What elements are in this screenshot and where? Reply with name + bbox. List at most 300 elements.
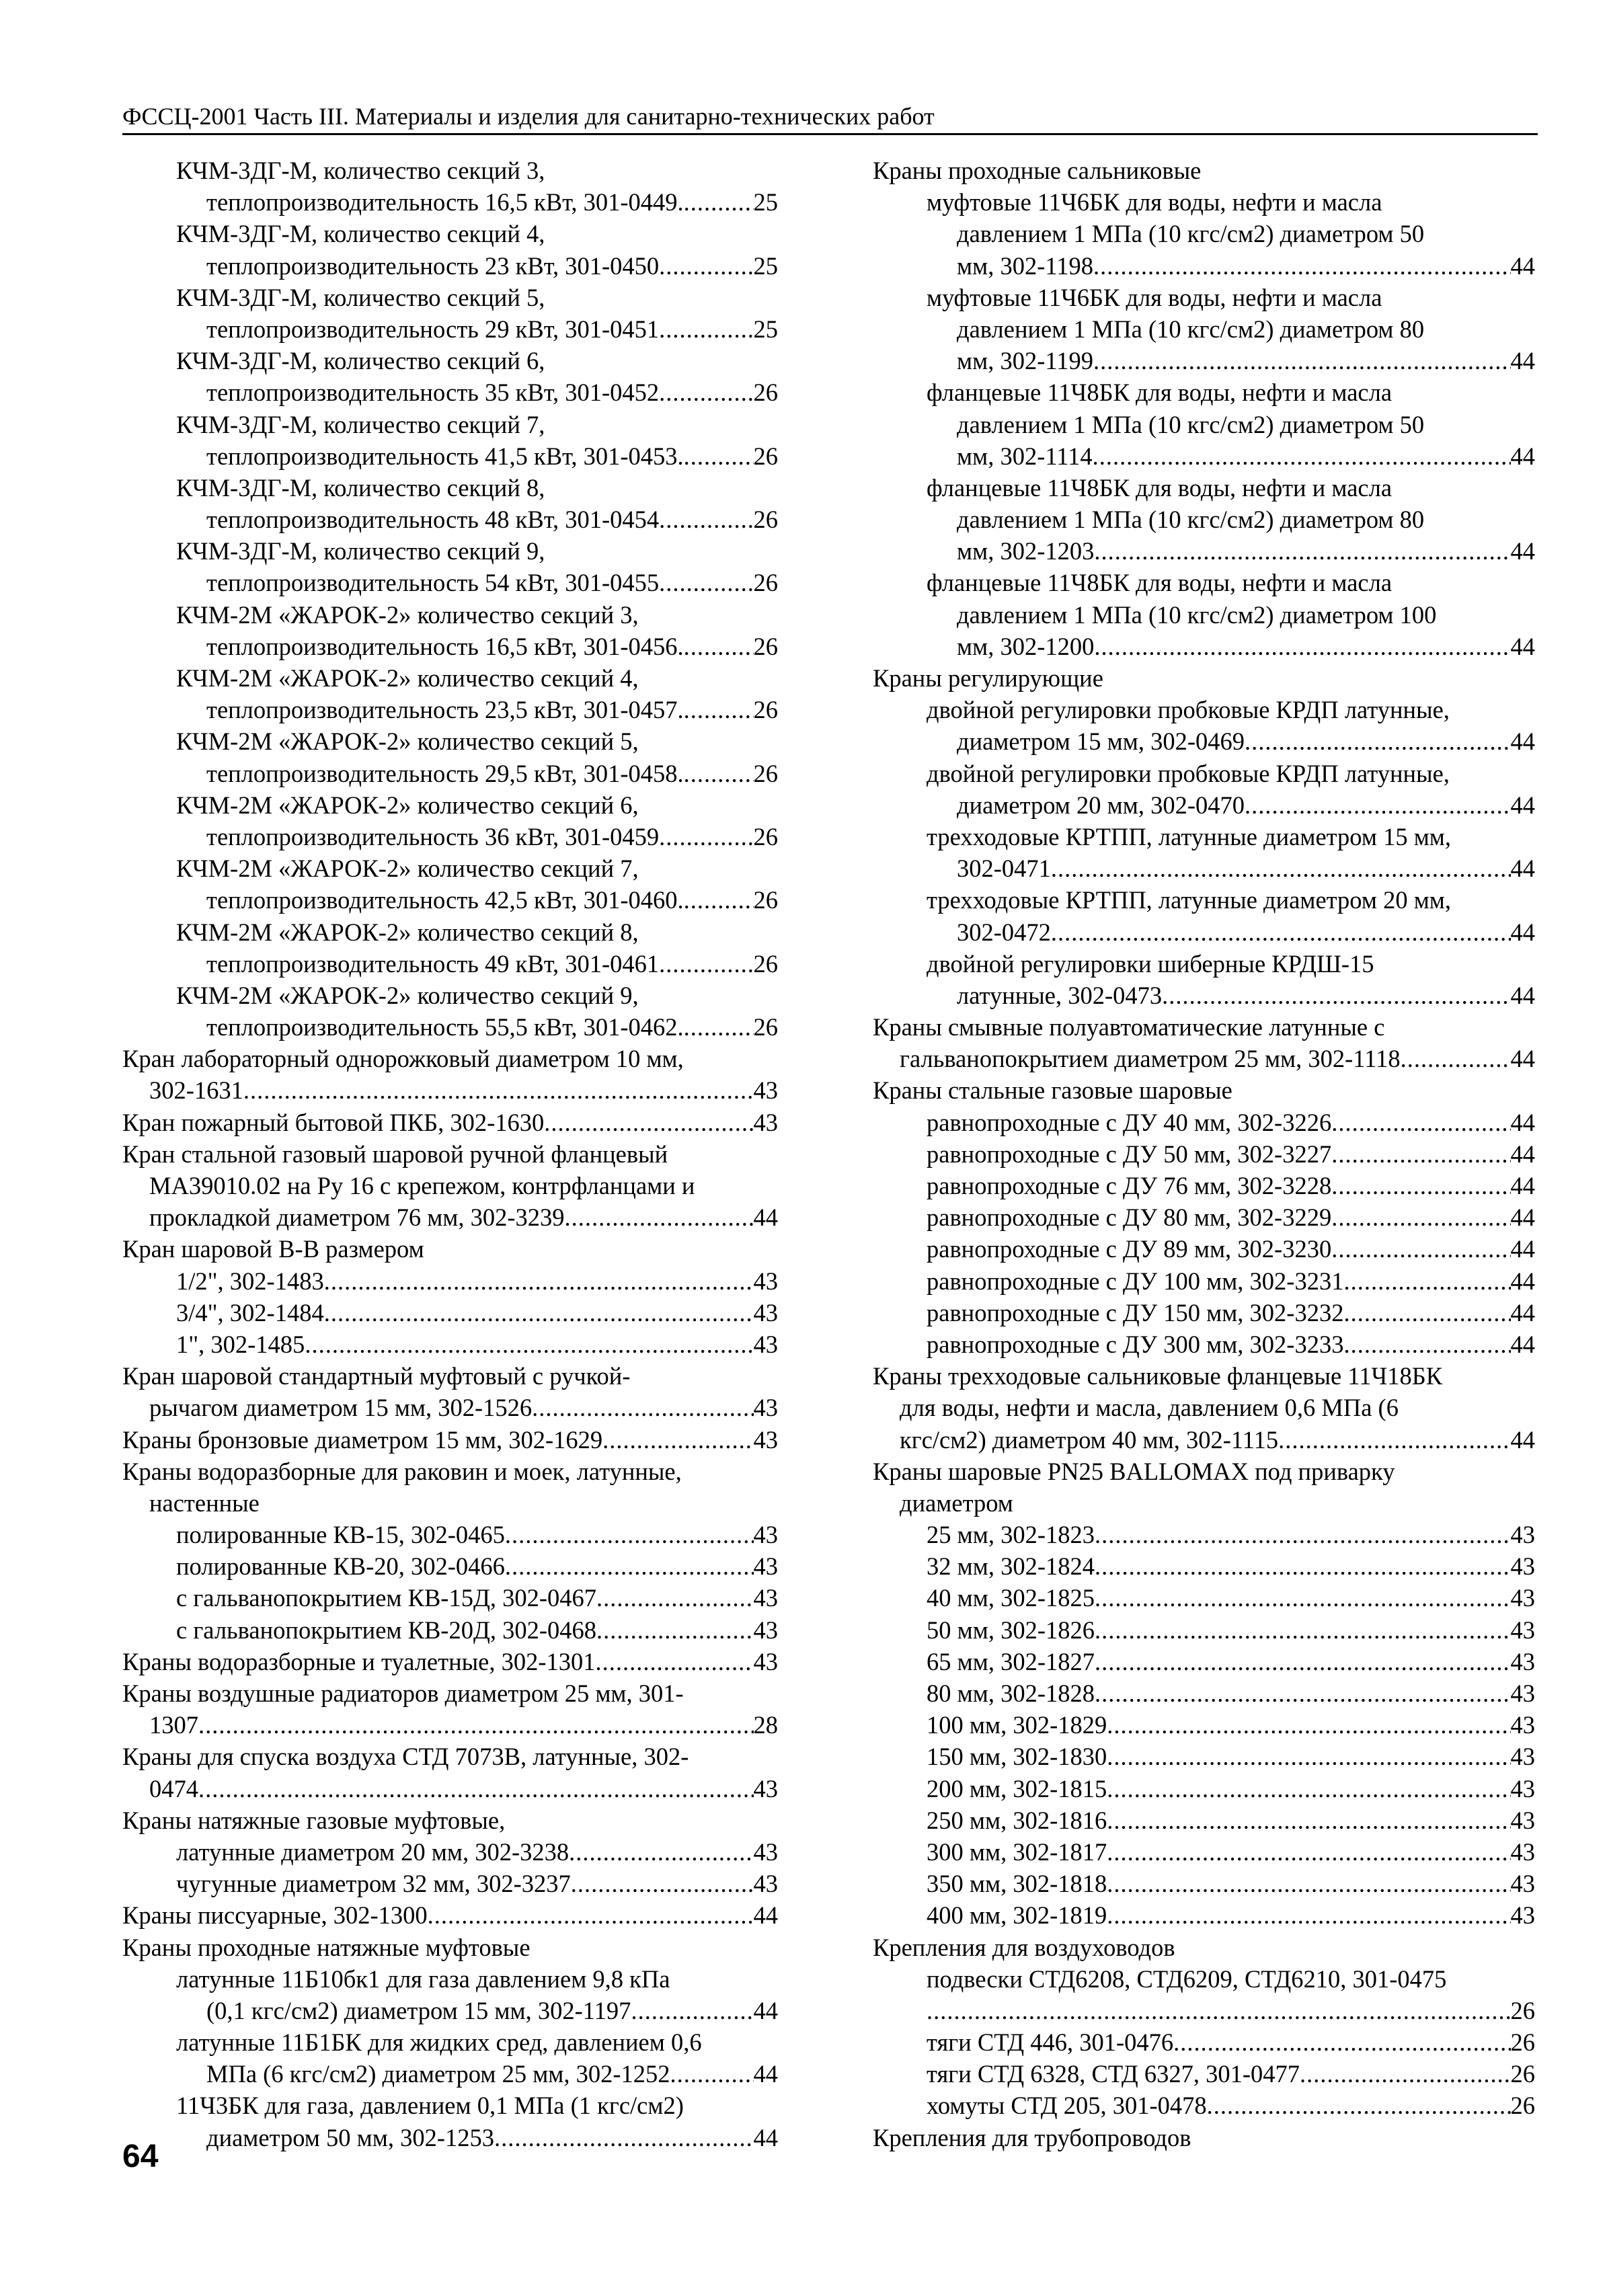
index-entry-text: равнопроходные с ДУ 100 мм, 302-3231: [927, 1267, 1344, 1295]
index-entry: [873, 1805, 1535, 1836]
dot-leader: [659, 313, 753, 345]
index-entry-text: Краны писсуарные, 302-1300: [122, 1901, 428, 1930]
index-entry: [122, 250, 778, 282]
dot-leader: [1107, 1741, 1510, 1772]
index-entry-page: 44: [753, 1901, 778, 1930]
index-entry-text: диаметром 20 мм, 302-0470: [957, 791, 1245, 819]
index-entry-page: 44: [753, 2123, 778, 2151]
index-entry: [873, 2122, 1535, 2153]
index-entry: [873, 440, 1535, 472]
index-entry-page: 26: [753, 506, 778, 534]
index-entry-text: МА39010.02 на Ру 16 с крепежом, контрфланцами и: [149, 1172, 695, 1199]
index-entry-text: давлением 1 МПа (10 кгс/см2) диаметром 80: [957, 315, 1425, 343]
index-entry: [873, 1932, 1535, 1963]
index-entry: [122, 567, 778, 598]
dot-leader: [659, 821, 753, 853]
index-entry-page: 26: [753, 569, 778, 597]
index-entry-text: подвески СТД6208, СТД6209, СТД6210, 301-0475: [927, 1965, 1447, 1993]
index-entry: [873, 1201, 1535, 1233]
index-entry: [873, 1646, 1535, 1677]
dot-leader: [532, 1392, 753, 1423]
index-entry-page: 44: [1510, 347, 1535, 375]
index-entry-text: прокладкой диаметром 76 мм, 302-3239: [149, 1203, 565, 1232]
index-entry: [122, 1709, 778, 1741]
index-entry: [873, 884, 1535, 916]
index-entry: [122, 1963, 778, 1995]
index-entry: [122, 1424, 778, 1456]
dot-leader: [1051, 853, 1511, 884]
index-entry: [873, 1899, 1535, 1931]
index-entry: [122, 694, 778, 725]
dot-leader: [1343, 1329, 1510, 1360]
index-entry-text: 25 мм, 302-1823: [927, 1521, 1095, 1549]
index-entry-text: 0474: [149, 1774, 198, 1803]
index-entry-text: равнопроходные с ДУ 76 мм, 302-3228: [927, 1172, 1332, 1199]
index-entry-text: равнопроходные с ДУ 150 мм, 302-3232: [927, 1298, 1344, 1327]
index-entry-page: 43: [753, 1076, 778, 1105]
dot-leader: [1095, 1550, 1511, 1582]
index-entry: [122, 2026, 778, 2058]
index-entry-text: 350 мм, 302-1818: [927, 1870, 1107, 1898]
index-entry-page: 43: [1510, 1870, 1535, 1898]
index-entry-page: 25: [753, 251, 778, 280]
index-entry-page: 44: [753, 1996, 778, 2024]
index-entry: [122, 1805, 778, 1836]
index-entry-page: 44: [1510, 855, 1535, 883]
index-entry: [873, 916, 1535, 948]
index-entry: [873, 1360, 1535, 1392]
dot-leader: [1095, 1646, 1511, 1677]
index-entry-text: Кран пожарный бытовой ПКБ, 302-1630: [122, 1108, 545, 1136]
index-entry-text: Кран шаровой В-В размером: [122, 1235, 424, 1263]
index-entry-text: рычагом диаметром 15 мм, 302-1526: [149, 1394, 533, 1422]
dot-leader: [1331, 1138, 1510, 1170]
index-entry-text: полированные КВ-15, 302-0465: [176, 1521, 505, 1549]
index-entry-page: 43: [1510, 1584, 1535, 1612]
index-entry-page: 43: [753, 1394, 778, 1422]
index-entry-text: хомуты СТД 205, 301-0478: [927, 2092, 1207, 2120]
index-entry: [873, 758, 1535, 789]
index-entry-text: латунные диаметром 20 мм, 302-3238: [176, 1837, 570, 1866]
index-entry: [873, 662, 1535, 694]
index-entry-page: 43: [753, 1837, 778, 1866]
index-entry-text: чугунные диаметром 32 мм, 302-3237: [176, 1870, 571, 1898]
index-entry-text: КЧМ-2М «ЖАРОК-2» количество секций 3,: [176, 600, 639, 629]
dot-leader: [1331, 1170, 1510, 1201]
index-entry-text: теплопроизводительность 41,5 кВт, 301-0453.: [206, 442, 684, 470]
index-entry-text: кгс/см2) диаметром 40 мм, 302-1115: [900, 1425, 1279, 1454]
dot-leader: [1095, 1677, 1511, 1709]
index-entry-page: 43: [753, 1774, 778, 1803]
index-entry: [122, 2122, 778, 2153]
index-entry-text: двойной регулировки пробковые КРДП латунные,: [927, 759, 1450, 787]
index-entry: [873, 535, 1535, 567]
index-entry: [122, 758, 778, 789]
dot-leader: [1095, 1614, 1511, 1646]
index-entry-text: КЧМ-3ДГ-М, количество секций 3,: [176, 157, 545, 184]
dot-leader: [1093, 440, 1511, 472]
index-entry: [122, 472, 778, 504]
index-entry-text: мм, 302-1200: [957, 632, 1095, 660]
dot-leader: [428, 1899, 754, 1931]
index-entry: [122, 1074, 778, 1106]
index-entry-text: 40 мм, 302-1825: [927, 1584, 1095, 1612]
dot-leader: [571, 1868, 754, 1899]
index-entry-page: 26: [753, 822, 778, 850]
index-entry-page: 43: [753, 1552, 778, 1581]
index-entry-page: 26: [1510, 2060, 1535, 2088]
index-entry: [873, 1582, 1535, 1614]
dot-leader: [659, 377, 753, 408]
index-entry: [122, 1550, 778, 1582]
index-entry-text: КЧМ-2М «ЖАРОК-2» количество секций 5,: [176, 727, 639, 756]
index-entry-page: 43: [1510, 1806, 1535, 1834]
index-entry: [122, 1899, 778, 1931]
dot-leader: [1095, 1582, 1511, 1614]
index-entry-text: диаметром 15 мм, 302-0469: [957, 727, 1245, 756]
dot-leader: [1094, 631, 1510, 662]
dot-leader: [243, 1074, 754, 1106]
index-entry-page: 26: [753, 886, 778, 914]
index-entry: [873, 345, 1535, 377]
index-entry-page: 28: [753, 1711, 778, 1739]
index-entry-page: 25: [753, 188, 778, 216]
index-entry: [122, 884, 778, 916]
dot-leader: [1245, 789, 1510, 821]
index-entry: [122, 631, 778, 662]
index-entry-text: Краны для спуска воздуха СТД 7073В, латунные, 302-: [122, 1743, 689, 1771]
dot-leader: [670, 2058, 754, 2090]
index-entry-page: 26: [753, 442, 778, 470]
index-entry-text: КЧМ-2М «ЖАРОК-2» количество секций 7,: [176, 855, 639, 883]
index-entry-text: теплопроизводительность 42,5 кВт, 301-0460.: [206, 886, 684, 914]
index-entry-text: Краны регулирующие: [873, 664, 1103, 692]
index-entry: [122, 1201, 778, 1233]
dot-leader: [1331, 1107, 1510, 1138]
dot-leader: [602, 1424, 753, 1456]
index-entry-text: КЧМ-3ДГ-М, количество секций 7,: [176, 410, 545, 438]
index-entry: [122, 2058, 778, 2090]
index-entry-text: 11Ч3БК для газа, давлением 0,1 МПа (1 кгс/см2): [176, 2092, 684, 2120]
index-entry-text: Крепления для трубопроводов: [873, 2123, 1191, 2151]
index-entry: [873, 1677, 1535, 1709]
index-entry: [873, 631, 1535, 662]
index-entry: [122, 1487, 778, 1519]
index-entry: [873, 218, 1535, 249]
index-entry: [873, 2026, 1535, 2058]
index-entry-text: муфтовые 11Ч6БК для воды, нефти и масла: [927, 283, 1382, 311]
index-entry: [122, 789, 778, 821]
dot-leader: [305, 1329, 753, 1360]
index-entry-page: 43: [753, 1616, 778, 1644]
index-entry: [122, 980, 778, 1011]
index-entry: [122, 1582, 778, 1614]
index-entry: [873, 313, 1535, 345]
index-entry-text: КЧМ-2М «ЖАРОК-2» количество секций 4,: [176, 664, 639, 692]
index-entry-page: 44: [1510, 981, 1535, 1009]
index-entry: [873, 1233, 1535, 1265]
index-entry: [122, 821, 778, 853]
index-entry-text: диаметром: [900, 1489, 1013, 1517]
index-entry-text: 302-0471: [957, 855, 1051, 883]
index-entry: [122, 313, 778, 345]
dot-leader: [1094, 535, 1510, 567]
dot-leader: [659, 567, 753, 598]
index-entry-page: 26: [753, 696, 778, 724]
index-entry-text: фланцевые 11Ч8БК для воды, нефти и масла: [927, 569, 1392, 597]
index-entry-text: 50 мм, 302-1826: [927, 1616, 1095, 1644]
index-entry-text: давлением 1 МПа (10 кгс/см2) диаметром 50: [957, 220, 1425, 248]
index-entry: [122, 853, 778, 884]
index-entry-text: теплопроизводительность 29 кВт, 301-0451: [206, 315, 660, 343]
index-entry-page: 44: [753, 1203, 778, 1232]
index-entry-page: 26: [753, 632, 778, 660]
index-entry-page: 44: [1510, 1298, 1535, 1327]
index-entry-text: КЧМ-2М «ЖАРОК-2» количество секций 9,: [176, 981, 639, 1009]
index-entry-page: 43: [753, 1521, 778, 1549]
index-entry-text: мм, 302-1114: [957, 442, 1093, 470]
index-entry-text: давлением 1 МПа (10 кгс/см2) диаметром 100: [957, 600, 1437, 629]
index-entry: [122, 1392, 778, 1423]
index-entry-text: (0,1 кгс/см2) диаметром 15 мм, 302-1197: [206, 1996, 631, 2024]
index-entry-text: латунные 11Б1БК для жидких сред, давлением 0,6: [176, 2028, 702, 2057]
index-entry-page: 43: [753, 1647, 778, 1675]
index-entry: [122, 725, 778, 757]
index-entry-text: 300 мм, 302-1817: [927, 1837, 1107, 1866]
index-entry: [873, 1550, 1535, 1582]
index-entry-text: 302-1631: [149, 1076, 243, 1105]
index-entry-page: 43: [1510, 1901, 1535, 1930]
index-entry-page: 26: [753, 949, 778, 978]
index-entry-text: двойной регулировки шиберные КРДШ-15: [927, 949, 1374, 978]
index-entry-text: КЧМ-3ДГ-М, количество секций 4,: [176, 220, 545, 248]
index-entry-text: равнопроходные с ДУ 50 мм, 302-3227: [927, 1140, 1332, 1168]
index-entry-page: 25: [753, 315, 778, 343]
dot-leader: [684, 884, 754, 916]
index-entry-page: 44: [1510, 1235, 1535, 1263]
dot-leader: [1343, 1265, 1510, 1297]
index-entry: [873, 1487, 1535, 1519]
index-entry: [122, 345, 778, 377]
index-entry-page: 44: [1510, 632, 1535, 660]
index-entry-text: трехходовые КРТПП, латунные диаметром 20 мм,: [927, 886, 1452, 914]
index-entry: [122, 1265, 778, 1297]
index-entry-page: 43: [753, 1870, 778, 1898]
index-entry-text: теплопроизводительность 55,5 кВт, 301-0462.: [206, 1013, 684, 1041]
index-entry-page: 43: [1510, 1616, 1535, 1644]
index-entry-text: 80 мм, 302-1828: [927, 1679, 1095, 1707]
index-entry-page: 44: [1510, 791, 1535, 819]
index-entry: [873, 1329, 1535, 1360]
index-entry-text: теплопроизводительность 35 кВт, 301-0452: [206, 379, 660, 407]
index-entry-page: 44: [1510, 727, 1535, 756]
dot-leader: [659, 948, 753, 980]
index-entry-text: двойной регулировки пробковые КРДП латунные,: [927, 696, 1450, 724]
index-entry: [873, 567, 1535, 598]
index-entry: [122, 409, 778, 440]
index-entry: [873, 1138, 1535, 1170]
index-entry: [873, 948, 1535, 980]
index-entry-text: настенные: [149, 1489, 260, 1517]
index-entry-text: 250 мм, 302-1816: [927, 1806, 1107, 1834]
index-entry-text: Краны водоразборные и туалетные, 302-1301: [122, 1647, 596, 1675]
dot-leader: [324, 1265, 754, 1297]
index-entry-page: 44: [753, 2060, 778, 2088]
dot-leader: [1107, 1836, 1510, 1868]
index-entry-text: Краны трехходовые сальниковые фланцевые 11Ч18БК: [873, 1362, 1443, 1390]
index-entry: [122, 155, 778, 186]
dot-leader: [659, 250, 753, 282]
index-entry: [873, 1297, 1535, 1329]
index-entry: [122, 1519, 778, 1550]
index-entry-page: 26: [753, 1013, 778, 1041]
index-entry-text: теплопроизводительность 29,5 кВт, 301-0458.: [206, 759, 684, 787]
index-entry: [122, 1107, 778, 1138]
index-entry: [873, 2058, 1535, 2090]
dot-leader: [1245, 725, 1510, 757]
index-entry-text: Краны проходные сальниковые: [873, 157, 1202, 184]
index-entry: [122, 1170, 778, 1201]
index-entry: [873, 599, 1535, 631]
dot-leader: [1207, 2090, 1511, 2121]
index-entry-text: с гальванопокрытием КВ-15Д, 302-0467: [176, 1584, 597, 1612]
index-entry-page: 44: [1510, 918, 1535, 946]
index-entry-text: 1307: [149, 1711, 198, 1739]
index-entry-text: теплопроизводительность 16,5 кВт, 301-0456.: [206, 632, 684, 660]
index-entry-text: Кран стальной газовый шаровой ручной фланцевый: [122, 1140, 668, 1168]
index-entry: [122, 599, 778, 631]
dot-leader: [1331, 1233, 1510, 1265]
dot-leader: [1093, 250, 1511, 282]
index-entry: [873, 1995, 1535, 2026]
index-entry-text: 3/4", 302-1484: [176, 1298, 324, 1327]
dot-leader: [1093, 345, 1511, 377]
index-entry-text: Краны шаровые PN25 BALLOMAX под приварку: [873, 1457, 1395, 1485]
index-column-left: [122, 155, 778, 2153]
index-entry-text: КЧМ-3ДГ-М, количество секций 6,: [176, 347, 545, 375]
index-entry-page: 44: [1510, 1140, 1535, 1168]
index-entry: [122, 662, 778, 694]
index-entry: [122, 1456, 778, 1487]
index-entry-page: 43: [753, 1108, 778, 1136]
index-entry-text: для воды, нефти и масла, давлением 0,6 МПа (6: [900, 1394, 1399, 1422]
index-entry-text: Краны стальные газовые шаровые: [873, 1076, 1232, 1105]
dot-leader: [1095, 1519, 1511, 1550]
index-entry-text: гальванопокрытием диаметром 25 мм, 302-1118: [900, 1045, 1401, 1073]
index-entry: [873, 282, 1535, 313]
index-entry: [122, 1868, 778, 1899]
index-entry: [122, 440, 778, 472]
index-entry-text: равнопроходные с ДУ 40 мм, 302-3226: [927, 1108, 1332, 1136]
index-entry: [873, 1392, 1535, 1423]
index-entry-text: теплопроизводительность 54 кВт, 301-0455: [206, 569, 660, 597]
index-entry: [122, 2090, 778, 2121]
index-entry-text: КЧМ-2М «ЖАРОК-2» количество секций 6,: [176, 791, 639, 819]
index-entry-page: 44: [1510, 1108, 1535, 1136]
index-entry-text: теплопроизводительность 16,5 кВт, 301-0449.: [206, 188, 684, 216]
dot-leader: [565, 1201, 754, 1233]
index-entry-text: Кран лабораторный однорожковый диаметром 10 мм,: [122, 1045, 684, 1073]
dot-leader: [505, 1550, 754, 1582]
index-entry: [122, 535, 778, 567]
index-entry: [122, 377, 778, 408]
index-entry: [873, 2090, 1535, 2121]
dot-leader: [684, 758, 754, 789]
index-entry: [873, 1963, 1535, 1995]
index-entry-page: 43: [753, 1330, 778, 1358]
index-column-right: [873, 155, 1535, 2153]
index-entry: [122, 1836, 778, 1868]
index-entry: [873, 1074, 1535, 1106]
index-entry: [873, 1836, 1535, 1868]
index-entry: [873, 1265, 1535, 1297]
index-entry-text: теплопроизводительность 49 кВт, 301-0461: [206, 949, 660, 978]
index-entry: [122, 1741, 778, 1772]
dot-leader: [684, 440, 754, 472]
index-entry-text: диаметром 50 мм, 302-1253: [206, 2123, 495, 2151]
index-entry: [873, 1456, 1535, 1487]
dot-leader: [1107, 1805, 1510, 1836]
page-number: 64: [122, 2139, 159, 2174]
dot-leader: [1300, 2058, 1510, 2090]
index-entry: [122, 218, 778, 249]
index-entry: [873, 1519, 1535, 1550]
dot-leader: [1173, 2026, 1510, 2058]
dot-leader: [684, 1011, 754, 1043]
index-entry-page: 43: [753, 1584, 778, 1612]
index-entry-page: 44: [1510, 1330, 1535, 1358]
index-entry-page: 43: [753, 1425, 778, 1454]
index-entry-text: Кран шаровой стандартный муфтовый с ручкой-: [122, 1362, 631, 1390]
index-entry-text: 400 мм, 302-1819: [927, 1901, 1107, 1930]
index-entry: [122, 1329, 778, 1360]
dot-leader: [505, 1519, 754, 1550]
index-entry: [122, 1677, 778, 1709]
index-entry-page: 43: [1510, 1743, 1535, 1771]
index-entry-page: 44: [1510, 1203, 1535, 1232]
index-entry: [122, 1995, 778, 2026]
index-entry-text: МПа (6 кгс/см2) диаметром 25 мм, 302-1252: [206, 2060, 670, 2088]
index-entry-page: 26: [753, 379, 778, 407]
dot-leader: [596, 1582, 753, 1614]
index-entry-page: 43: [1510, 1774, 1535, 1803]
dot-leader: [1107, 1773, 1510, 1805]
index-entry-text: 302-0472: [957, 918, 1051, 946]
dot-leader: [684, 186, 754, 218]
index-entry-page: 43: [1510, 1837, 1535, 1866]
dot-leader: [927, 1995, 1511, 2026]
index-entry-text: тяги СТД 446, 301-0476: [927, 2028, 1174, 2057]
index-entry-text: теплопроизводительность 36 кВт, 301-0459: [206, 822, 660, 850]
index-entry-text: КЧМ-3ДГ-М, количество секций 5,: [176, 283, 545, 311]
index-entry-text: мм, 302-1203: [957, 537, 1095, 565]
index-entry: [873, 980, 1535, 1011]
index-entry-page: 26: [1510, 1996, 1535, 2024]
index-entry: [122, 1138, 778, 1170]
index-entry: [873, 250, 1535, 282]
index-entry: [122, 282, 778, 313]
dot-leader: [684, 631, 754, 662]
index-entry-text: Краны водоразборные для раковин и моек, латунные,: [122, 1457, 682, 1485]
index-entry: [122, 1932, 778, 1963]
index-entry-page: 44: [1510, 442, 1535, 470]
dot-leader: [569, 1836, 753, 1868]
index-entry-page: 44: [1510, 1172, 1535, 1199]
index-entry-text: трехходовые КРТПП, латунные диаметром 15 мм,: [927, 822, 1452, 850]
index-entry-text: давлением 1 МПа (10 кгс/см2) диаметром 50: [957, 410, 1425, 438]
index-entry: [122, 1043, 778, 1074]
dot-leader: [1401, 1043, 1511, 1074]
